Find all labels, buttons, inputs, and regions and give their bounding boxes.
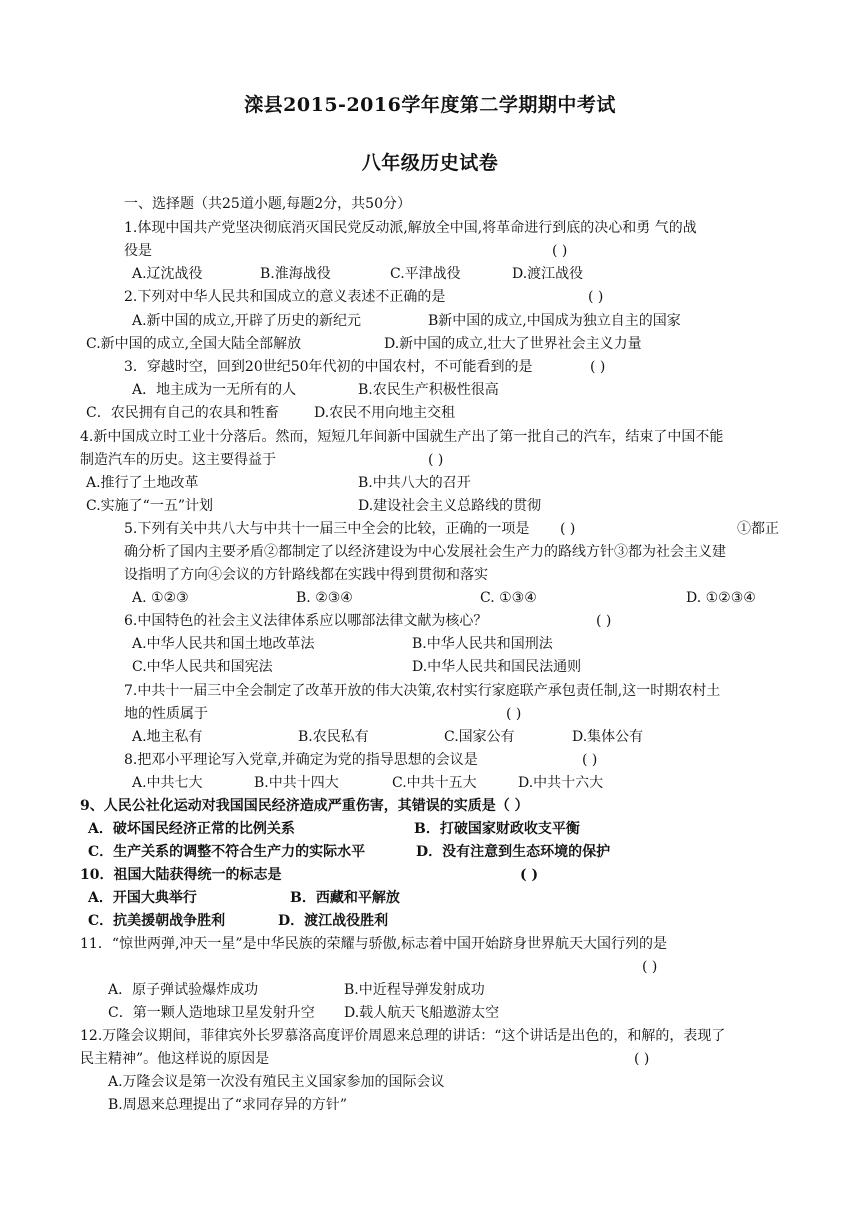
q11-option-d: D.载人航天飞船遨游太空 bbox=[344, 1005, 500, 1021]
answer-blank: ( ) bbox=[596, 613, 612, 629]
q10-option-a: A．开国大典举行 bbox=[88, 890, 197, 906]
answer-blank: ( ) bbox=[588, 289, 604, 305]
q11-option-c: C．第一颗人造地球卫星发射升空 bbox=[108, 1005, 315, 1021]
q12-line2: 民主精神”。他这样说的原因是 bbox=[80, 1051, 270, 1067]
q7-option-c: C.国家公有 bbox=[444, 729, 515, 745]
q10-option-d: D．渡江战役胜利 bbox=[278, 913, 389, 929]
q12-option-a: A.万隆会议是第一次没有殖民主义国家参加的国际会议 bbox=[108, 1074, 445, 1090]
q2-stem: 2.下列对中华人民共和国成立的意义表述不正确的是 bbox=[124, 289, 446, 305]
q6-option-b: B.中华人民共和国刑法 bbox=[412, 636, 553, 652]
q4-option-b: B.中共八大的召开 bbox=[358, 475, 471, 491]
q7-line2: 地的性质属于 bbox=[124, 706, 208, 722]
q9-stem: 9、人民公社化运动对我国国民经济造成严重伤害，其错误的实质是（ ） bbox=[80, 798, 529, 814]
q4-option-c: C.实施了“一五”计划 bbox=[86, 498, 213, 514]
q2-option-c: C.新中国的成立,全国大陆全部解放 bbox=[86, 336, 302, 352]
q1-option-a: A.辽沈战役 bbox=[132, 266, 203, 282]
q8-option-c: C.中共十五大 bbox=[392, 775, 477, 791]
q1-line1: 1.体现中国共产党坚决彻底消灭国民党反动派,解放全中国,将革命进行到底的决心和勇 气的战 bbox=[124, 220, 697, 236]
q2-option-d: D.新中国的成立,壮大了世界社会主义力量 bbox=[384, 336, 642, 352]
exam-subtitle: 八年级历史试卷 bbox=[361, 152, 499, 174]
q5-option-d: D. ①②③④ bbox=[686, 590, 756, 606]
q5-line1-tail: ①都正 bbox=[737, 521, 779, 537]
q7-option-a: A.地主私有 bbox=[132, 729, 203, 745]
q12-option-b: B.周恩来总理提出了“求同存异的方针” bbox=[108, 1097, 348, 1113]
answer-blank: ( ) bbox=[506, 706, 522, 722]
q7-option-b: B.农民私有 bbox=[298, 729, 369, 745]
answer-blank: ( ) bbox=[582, 752, 598, 768]
answer-blank: ( ) bbox=[552, 243, 568, 259]
q5-line3: 设指明了方向④会议的方针路线都在实践中得到贯彻和落实 bbox=[124, 567, 488, 583]
answer-blank: ( ) bbox=[634, 1051, 650, 1067]
section-heading: 一、选择题（共25道小题,每题2分，共50分） bbox=[124, 196, 411, 212]
q5-option-a: A. ①②③ bbox=[132, 590, 189, 606]
answer-blank: ( ) bbox=[590, 359, 606, 375]
q5-option-c: C. ①③④ bbox=[480, 590, 537, 606]
q5-line2: 确分析了国内主要矛盾②都制定了以经济建设为中心发展社会生产力的路线方针③都为社会主义建 bbox=[124, 544, 726, 560]
q3-option-a: A．地主成为一无所有的人 bbox=[132, 382, 297, 398]
q4-option-a: A.推行了土地改革 bbox=[86, 475, 199, 491]
q11-option-a: A．原子弹试验爆炸成功 bbox=[108, 982, 259, 998]
q7-line1: 7.中共十一届三中全会制定了改革开放的伟大决策,农村实行家庭联产承包责任制,这一时期农村土 bbox=[124, 683, 721, 699]
q9-option-b: B．打破国家财政收支平衡 bbox=[414, 821, 580, 837]
q9-option-a: A．破坏国民经济正常的比例关系 bbox=[88, 821, 295, 837]
q10-stem: 10．祖国大陆获得统一的标志是 bbox=[80, 867, 282, 883]
q8-option-b: B.中共十四大 bbox=[254, 775, 339, 791]
q11-option-b: B.中近程导弹发射成功 bbox=[344, 982, 485, 998]
q3-option-b: B.农民生产积极性很高 bbox=[358, 382, 499, 398]
q8-option-d: D.中共十六大 bbox=[518, 775, 604, 791]
q4-line1: 4.新中国成立时工业十分落后。然而，短短几年间新中国就生产出了第一批自己的汽车，结束了中国不能 bbox=[80, 429, 724, 445]
q10-option-c: C．抗美援朝战争胜利 bbox=[88, 913, 226, 929]
q8-option-a: A.中共七大 bbox=[132, 775, 203, 791]
q5-option-b: B. ②③④ bbox=[296, 590, 353, 606]
q1-line2: 役是 bbox=[124, 243, 152, 259]
q11-stem: 11．“惊世两弹,冲天一星”是中华民族的荣耀与骄傲,标志着中国开始跻身世界航天大国行列的是 bbox=[80, 936, 668, 952]
q10-option-b: B．西藏和平解放 bbox=[290, 890, 400, 906]
q8-stem: 8.把邓小平理论写入党章,并确定为党的指导思想的会议是 bbox=[124, 752, 478, 768]
q6-option-a: A.中华人民共和国土地改革法 bbox=[132, 636, 315, 652]
answer-blank: ( ) bbox=[428, 452, 444, 468]
q4-option-d: D.建设社会主义总路线的贯彻 bbox=[358, 498, 542, 514]
q3-option-d: D.农民不用向地主交租 bbox=[314, 405, 456, 421]
q3-option-c: C．农民拥有自己的农具和牲畜 bbox=[86, 405, 279, 421]
q2-option-a: A.新中国的成立,开辟了历史的新纪元 bbox=[132, 313, 362, 329]
q1-option-d: D.渡江战役 bbox=[512, 266, 584, 282]
q7-option-d: D.集体公有 bbox=[572, 729, 644, 745]
answer-blank: ( ) bbox=[642, 959, 658, 975]
q1-option-c: C.平津战役 bbox=[390, 266, 461, 282]
q12-line1: 12.万隆会议期间，菲律宾外长罗慕洛高度评价周恩来总理的讲话：“这个讲话是出色的，和解的，表现了 bbox=[80, 1028, 726, 1044]
q5-line1: 5.下列有关中共八大与中共十一届三中全会的比较，正确的一项是 bbox=[124, 521, 530, 537]
q2-option-b: B新中国的成立,中国成为独立自主的国家 bbox=[428, 313, 681, 329]
q4-line2: 制造汽车的历史。这主要得益于 bbox=[80, 452, 276, 468]
q6-stem: 6.中国特色的社会主义法律体系应以哪部法律文献为核心？ bbox=[124, 613, 488, 629]
answer-blank: ( ) bbox=[560, 521, 576, 537]
q9-option-d: D．没有注意到生态环境的保护 bbox=[416, 844, 611, 860]
q6-option-d: D.中华人民共和国民法通则 bbox=[412, 659, 582, 675]
q1-option-b: B.淮海战役 bbox=[260, 266, 331, 282]
q9-option-c: C．生产关系的调整不符合生产力的实际水平 bbox=[88, 844, 366, 860]
q3-stem: 3．穿越时空，回到20世纪50年代初的中国农村，不可能看到的是 bbox=[124, 359, 533, 375]
answer-blank: ( ) bbox=[520, 867, 539, 883]
q6-option-c: C.中华人民共和国宪法 bbox=[132, 659, 273, 675]
exam-title: 滦县2015-2016学年度第二学期期中考试 bbox=[244, 94, 616, 116]
